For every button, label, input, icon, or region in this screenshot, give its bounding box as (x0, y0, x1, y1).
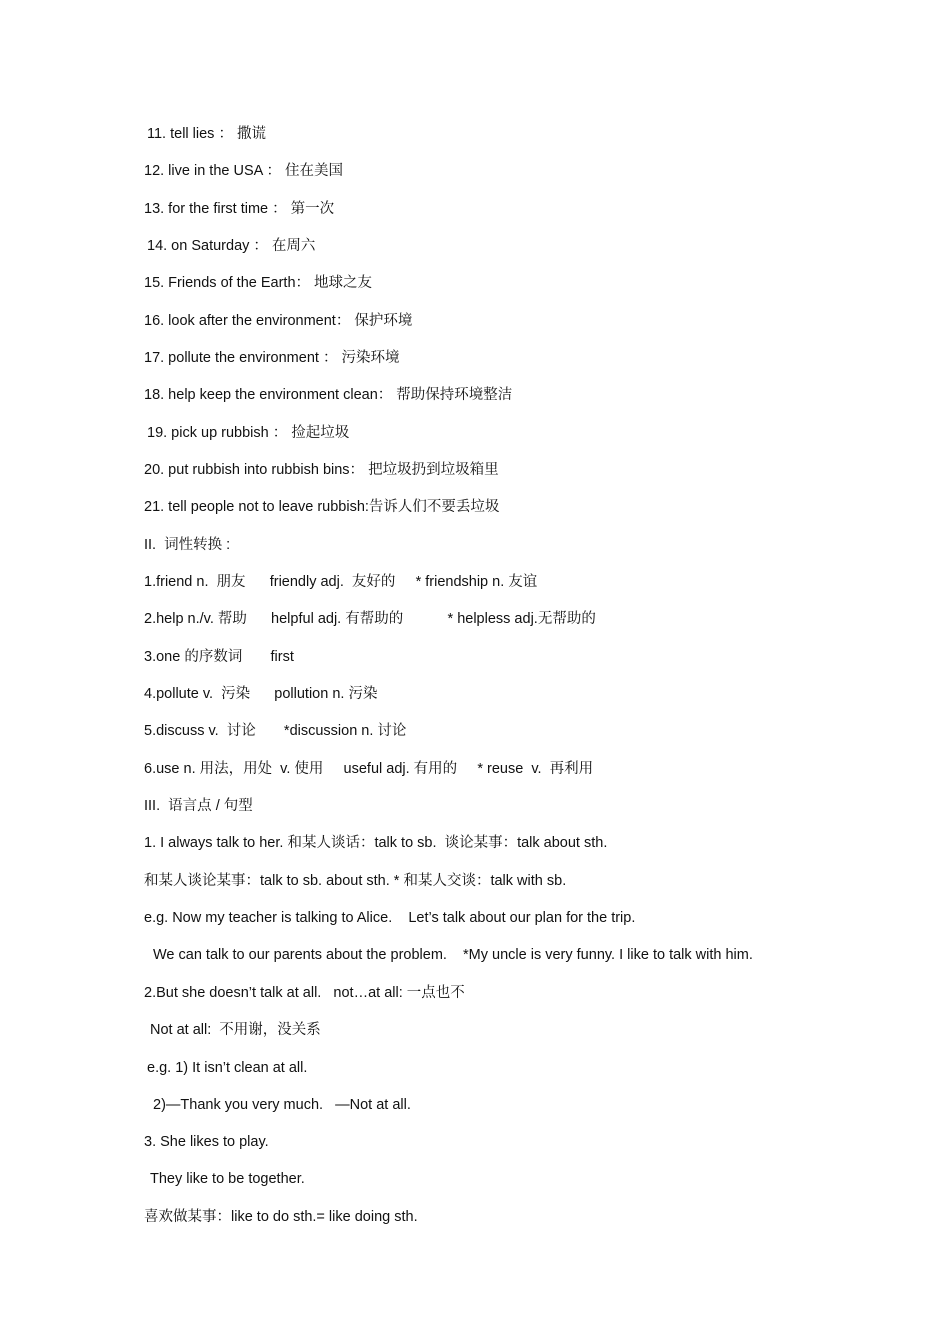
section-heading-iii: III. 语言点 / 句型 (144, 798, 253, 814)
vocab-item-21: 21. tell people not to leave rubbish:告诉人们不要丢垃圾 (144, 499, 500, 515)
example-line: e.g. 1) It isn’t clean at all. (147, 1060, 308, 1076)
word-form-item-6: 6.use n. 用法，用处 v. 使用 useful adj. 有用的 * reuse v. 再利用 (144, 761, 594, 777)
grammar-point-1: 1. I always talk to her. 和某人谈话：talk to sb. 谈论某事：talk about sth. (144, 835, 608, 851)
section-heading-ii: II. 词性转换 : (144, 537, 231, 553)
example-line: e.g. Now my teacher is talking to Alice. Let’s talk about our plan for the trip. (144, 910, 636, 926)
word-form-item-5: 5.discuss v. 讨论 *discussion n. 讨论 (144, 723, 407, 739)
grammar-point-3-example: They like to be together. (150, 1171, 305, 1187)
vocab-item-16: 16. look after the environment： 保护环境 (144, 313, 413, 329)
grammar-point-3-note: 喜欢做某事：like to do sth.= like doing sth. (144, 1209, 418, 1225)
vocab-item-13: 13. for the first time ： 第一次 (144, 201, 335, 217)
vocab-item-18: 18. help keep the environment clean： 帮助保持环境整洁 (144, 387, 513, 403)
grammar-point-1-note: 和某人谈论某事：talk to sb. about sth. * 和某人交谈：talk with sb. (144, 873, 567, 889)
word-form-item-4: 4.pollute v. 污染 pollution n. 污染 (144, 686, 378, 702)
example-line: We can talk to our parents about the problem. *My uncle is very funny. I like to talk with him. (153, 947, 753, 963)
vocab-item-17: 17. pollute the environment ： 污染环境 (144, 350, 400, 366)
vocab-item-11: 11. tell lies ： 撒谎 (147, 126, 266, 142)
example-line: 2)—Thank you very much. —Not at all. (153, 1097, 411, 1113)
word-form-item-2: 2.help n./v. 帮助 helpful adj. 有帮助的 * helpless adj.无帮助的 (144, 611, 596, 627)
grammar-point-2: 2.But she doesn’t talk at all. not…at all: 一点也不 (144, 985, 465, 1001)
vocab-item-14: 14. on Saturday ： 在周六 (147, 238, 316, 254)
word-form-item-3: 3.one 的序数词 first (144, 649, 294, 665)
grammar-point-2-note: Not at all: 不用谢，没关系 (150, 1022, 321, 1038)
word-form-item-1: 1.friend n. 朋友 friendly adj. 友好的 * friendship n. 友谊 (144, 574, 538, 590)
vocab-item-19: 19. pick up rubbish ： 捡起垃圾 (147, 425, 350, 441)
grammar-point-3: 3. She likes to play. (144, 1134, 269, 1150)
vocab-item-15: 15. Friends of the Earth： 地球之友 (144, 275, 373, 291)
vocab-item-12: 12. live in the USA ： 住在美国 (144, 163, 344, 179)
vocab-item-20: 20. put rubbish into rubbish bins： 把垃圾扔到垃圾箱里 (144, 462, 499, 478)
